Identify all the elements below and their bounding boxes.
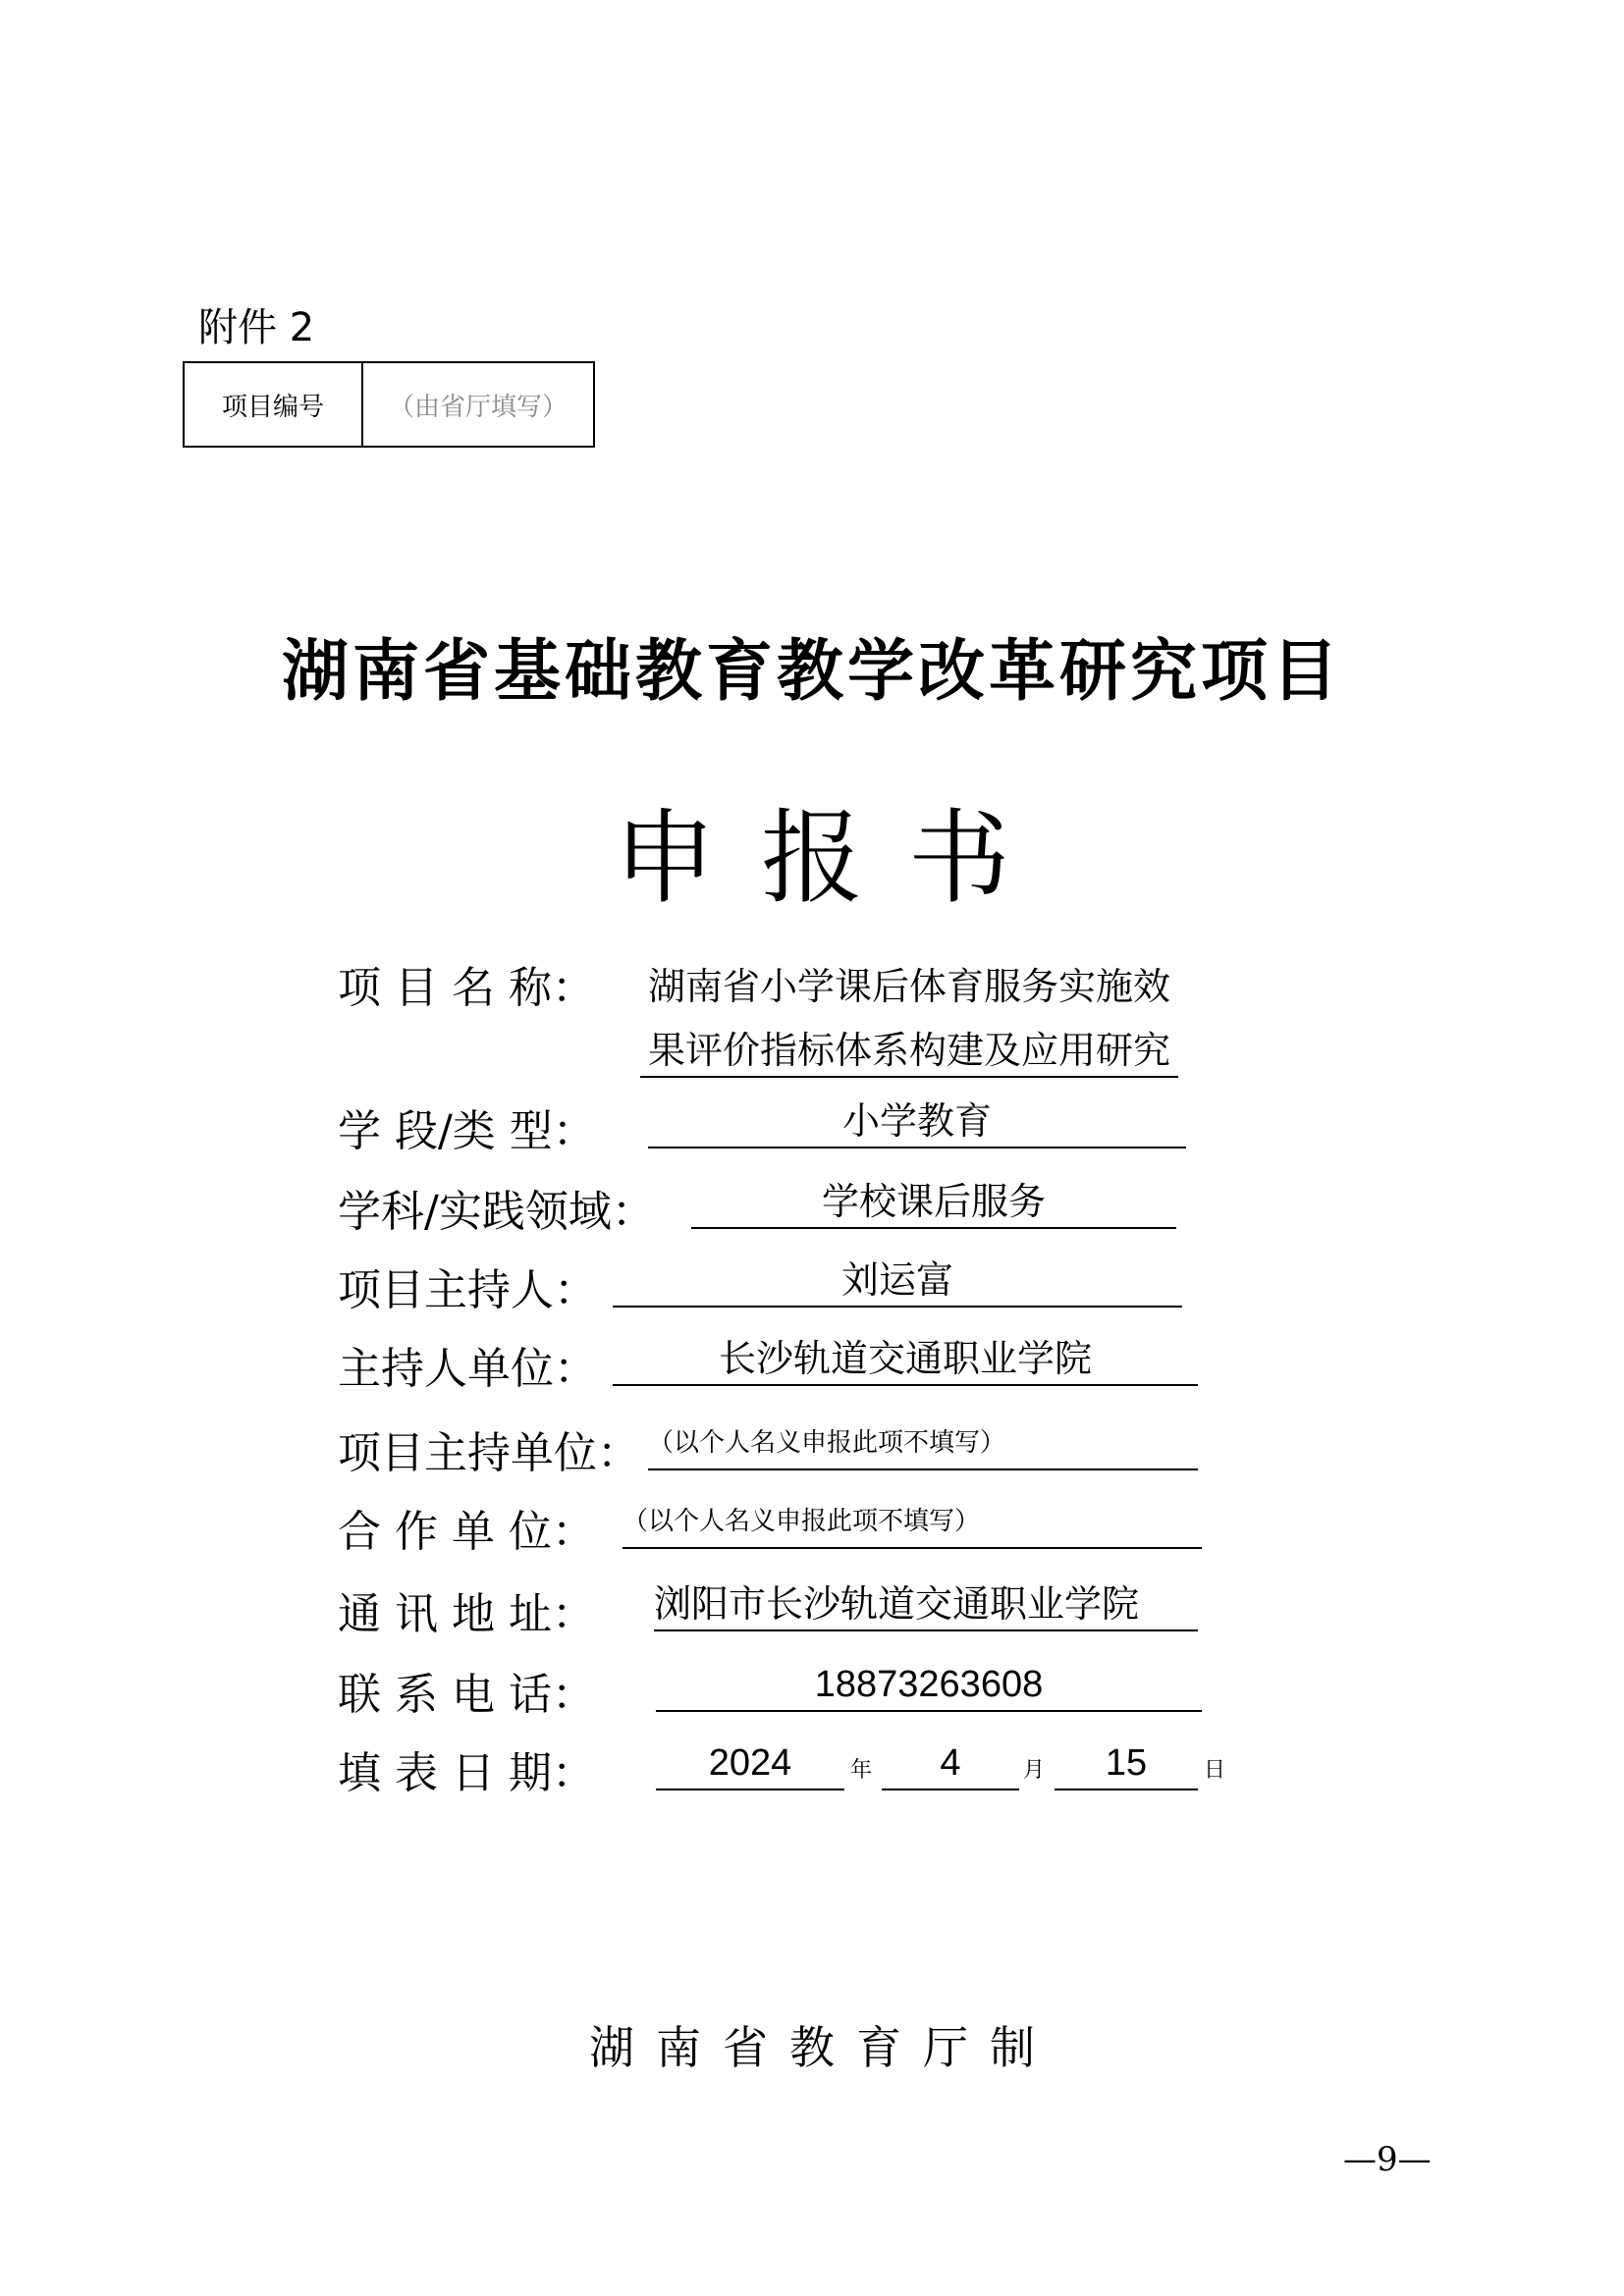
date-month-unit: 月 <box>1023 1758 1046 1783</box>
project-name-label: 项 目 名 称： <box>338 963 595 1013</box>
host-value: 刘运富 <box>613 1255 1182 1308</box>
subject-field-label: 学科/实践领域： <box>338 1187 655 1237</box>
project-host-unit-label: 项目主持单位： <box>338 1428 640 1478</box>
issuing-organization: 湖南省教育厅制 <box>589 2021 1056 2074</box>
document-subtitle: 申报书 <box>613 798 1056 918</box>
phone-value: 18873263608 <box>656 1659 1202 1712</box>
host-unit-value: 长沙轨道交通职业学院 <box>613 1333 1198 1386</box>
date-day: 15 <box>1055 1737 1198 1790</box>
stage-type-label: 学 段/类 型： <box>338 1106 596 1156</box>
subject-field-value: 学校课后服务 <box>691 1176 1176 1229</box>
date-label: 填 表 日 期： <box>338 1748 595 1798</box>
project-name-value-line2: 果评价指标体系构建及应用研究 <box>640 1025 1178 1078</box>
date-year-unit: 年 <box>850 1758 873 1783</box>
date-month: 4 <box>882 1737 1019 1790</box>
partner-unit-note: （以个人名义申报此项不填写） <box>623 1496 1202 1549</box>
page-number: —9— <box>1343 2140 1432 2179</box>
host-label: 项目主持人： <box>338 1265 597 1315</box>
document-title: 湖南省基础教育教学改革研究项目 <box>281 633 1342 711</box>
phone-label: 联 系 电 话： <box>338 1670 595 1720</box>
address-label: 通 讯 地 址： <box>338 1589 595 1639</box>
project-name-value-line1: 湖南省小学课后体育服务实施效 <box>648 965 1171 1008</box>
project-number-value: （由省厅填写） <box>388 392 568 422</box>
stage-type-value: 小学教育 <box>648 1095 1186 1148</box>
project-number-box <box>183 361 595 448</box>
project-host-unit-note: （以个人名义申报此项不填写） <box>648 1417 1198 1470</box>
address-value: 浏阳市长沙轨道交通职业学院 <box>654 1578 1198 1631</box>
partner-unit-label: 合 作 单 位： <box>338 1507 595 1557</box>
host-unit-label: 主持人单位： <box>338 1344 597 1394</box>
date-year: 2024 <box>656 1737 844 1790</box>
attachment-label: 附件 2 <box>198 305 315 350</box>
date-day-unit: 日 <box>1204 1758 1226 1783</box>
project-number-label: 项目编号 <box>185 363 363 446</box>
